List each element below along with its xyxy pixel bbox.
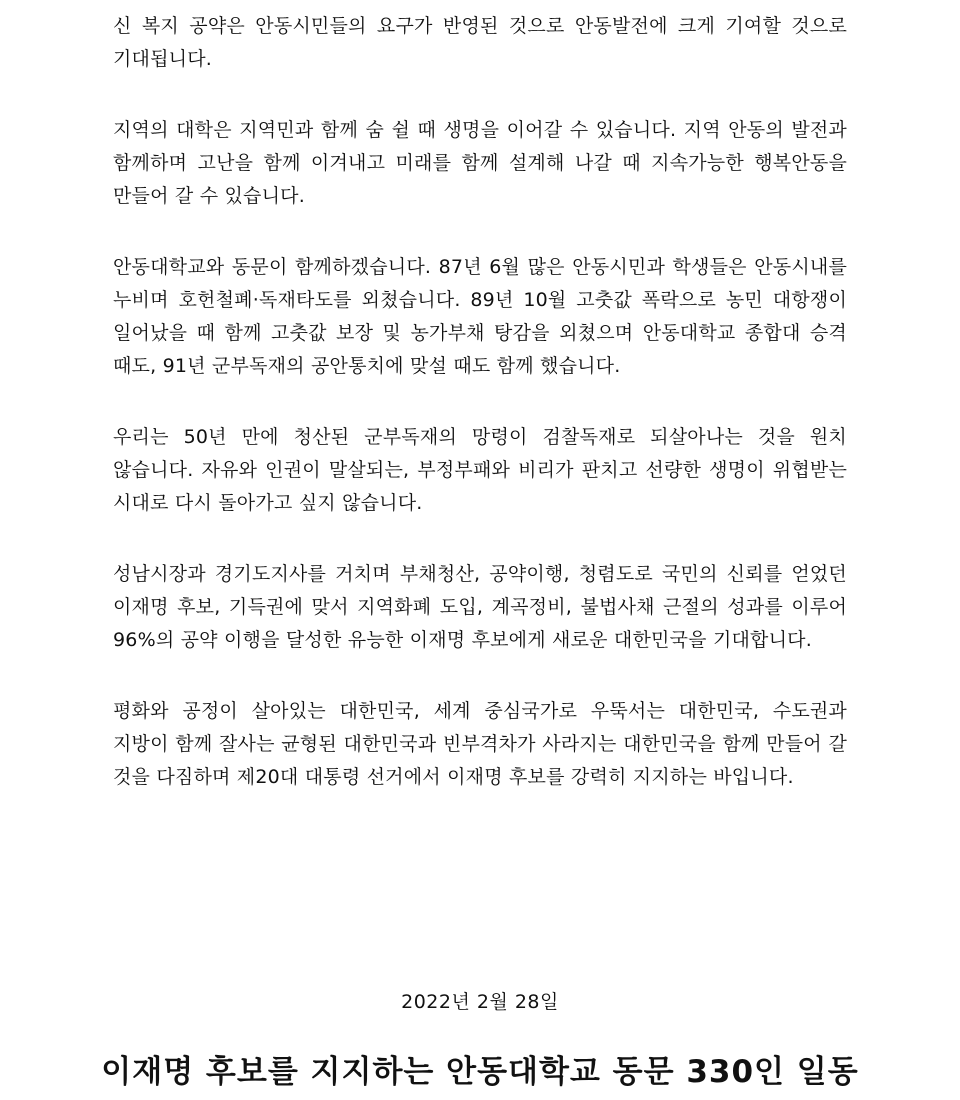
paragraph-endorsement: 평화와 공정이 살아있는 대한민국, 세계 중심국가로 우뚝서는 대한민국, 수도권과 지방이 함께 잘사는 균형된 대한민국과 빈부격차가 사라지는 대한민국을 함께 만들어 갈 것을 다짐하며 제20대 대통령 선거에서 이재명 후보를 강력히 지지하는 바입니다. [113, 700, 847, 788]
paragraph-candidate-record: 성남시장과 경기도지사를 거치며 부채청산, 공약이행, 청렴도로 국민의 신뢰를 얻었던 이재명 후보, 기득권에 맞서 지역화폐 도입, 계곡정비, 불법사채 근절의 성과를 이루어 96%의 공약 이행을 달성한 유능한 이재명 후보에게 새로운 대한민국을 기대합니다. [113, 563, 847, 651]
signature-line: 이재명 후보를 지지하는 안동대학교 동문 330인 일동 [101, 1054, 859, 1090]
paragraph-alumni-history: 안동대학교와 동문이 함께하겠습니다. 87년 6월 많은 안동시민과 학생들은 안동시내를 누비며 호헌철폐·독재타도를 외쳤습니다. 89년 10월 고춧값 폭락으로 농민 대항쟁이 일어났을 때 함께 고춧값 보장 및 농가부채 탕감을 외쳤으며 안동대학교 종합대 승격 때도, 91년 군부독재의 공안통치에 맞설 때도 함께 했습니다. [113, 256, 847, 377]
paragraph-against-dictatorship: 우리는 50년 만에 청산된 군부독재의 망령이 검찰독재로 되살아나는 것을 원치 않습니다. 자유와 인권이 말살되는, 부정부패와 비리가 판치고 선량한 생명이 위협받는 시대로 다시 돌아가고 싶지 않습니다. [113, 426, 847, 514]
paragraph-welfare-pledge: 신 복지 공약은 안동시민들의 요구가 반영된 것으로 안동발전에 크게 기여할 것으로 기대됩니다. [113, 15, 847, 70]
document-date: 2022년 2월 28일 [401, 991, 559, 1013]
document-body [113, 10, 847, 832]
paragraph-regional-university: 지역의 대학은 지역민과 함께 숨 쉴 때 생명을 이어갈 수 있습니다. 지역 안동의 발전과 함께하며 고난을 함께 이겨내고 미래를 함께 설계해 나갈 때 지속가능한 행복안동을 만들어 갈 수 있습니다. [113, 119, 847, 207]
